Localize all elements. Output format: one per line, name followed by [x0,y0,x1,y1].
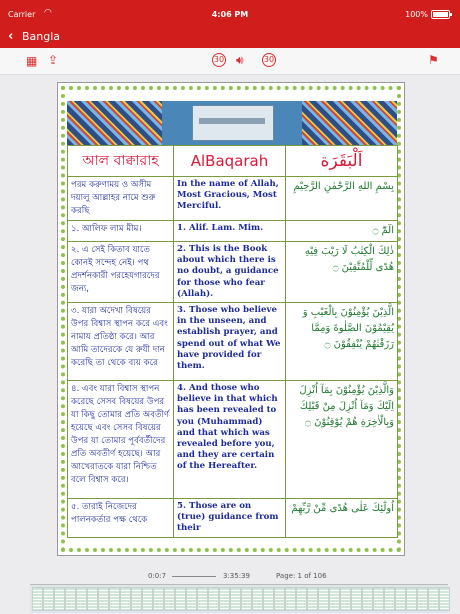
speaker-icon[interactable]: 🔊︎ [236,53,244,67]
verse-row [68,177,398,221]
verse-english: 3. Those who believe in the unseen, and establish prayer, and spend out of what We have provided for them. [174,303,286,381]
page-thumbnail[interactable] [175,587,186,611]
page-thumbnail[interactable] [329,587,340,611]
page-thumbnail[interactable] [318,587,329,611]
page-thumbnail[interactable] [263,587,274,611]
page-thumbnail[interactable] [87,587,98,611]
page-thumbnail[interactable] [428,587,439,611]
page-thumbnail[interactable] [241,587,252,611]
page-thumbnail[interactable] [153,587,164,611]
surah-title-english: AlBaqarah [174,146,286,177]
verse-bangla: ৫. তারাই নিজেদের পালনকর্তার পক্ষ থেকে [68,499,174,538]
header-ornament [67,101,397,145]
page-thumbnail[interactable] [197,587,208,611]
verse-arabic: اُولٰٓئِكَ عَلٰى هُدًى مِّنْ رَّبِّهِمْ [286,499,398,538]
page-thumbnail[interactable] [274,587,285,611]
toolbar [0,48,460,75]
progress-slider[interactable] [172,576,216,577]
verse-arabic: الٓمّٓ ۝ [286,221,398,242]
quran-page [57,82,405,556]
status-bar [0,0,460,26]
page-thumbnail[interactable] [285,587,296,611]
rewind-30-button[interactable]: 30 [212,53,226,67]
page-thumbnail[interactable] [109,587,120,611]
nav-bar [0,26,460,48]
verse-english: In the name of Allah, Most Gracious, Most Merciful. [174,177,286,221]
page-thumbnail[interactable] [54,587,65,611]
surah-title-bangla: আল বাক্বারাহ [68,146,174,177]
verse-arabic: وَالَّذِيْنَ يُؤْمِنُوْنَ بِمَآ اُنْزِلَ اِلَيْكَ وَمَآ اُنْزِلَ مِنْ قَبْلِكَ وَبِالْاٰخِرَةِ هُمْ يُوْقِنُوْنَ ۝ [286,381,398,499]
verse-bangla: ২. এ সেই কিতাব যাতে কোনই সন্দেহ নেই। পথ প্রদর্শনকারী পরহেযগারদের জন্য, [68,242,174,303]
page-thumbnail[interactable] [32,587,43,611]
verse-bangla: ১. আলিফ লাম মীম। [68,221,174,242]
page-thumbnail[interactable] [230,587,241,611]
page-thumbnail[interactable] [131,587,142,611]
verse-english: 4. And those who believe in that which has been revealed to you (Muhammad) and that which was revealed before you, and they are certain of the Hereafter. [174,381,286,499]
page-thumbnail[interactable] [65,587,76,611]
page-thumbnail[interactable] [120,587,131,611]
verse-row [68,303,398,381]
clock: 4:06 PM [211,10,249,19]
page-thumbnail[interactable] [219,587,230,611]
verse-row [68,242,398,303]
verse-table [67,145,398,538]
page-thumbnail[interactable] [439,587,450,611]
back-button[interactable]: Bangla [22,30,61,43]
verse-arabic: بِسْمِ اللهِ الرَّحْمٰنِ الرَّحِيْمِ [286,177,398,221]
page-thumbnail-strip[interactable] [30,584,448,613]
verse-arabic: ذٰلِكَ الْكِتٰبُ لَا رَيْبَ فِيْهِ هُدًى لِّلْمُتَّقِيْنَ ۝ [286,242,398,303]
page-thumbnail[interactable] [296,587,307,611]
page-thumbnail[interactable] [142,587,153,611]
page-thumbnail[interactable] [373,587,384,611]
battery-percent: 100% [405,10,428,19]
share-icon[interactable]: ⇪ [48,53,59,67]
wifi-icon: ◠ [44,8,52,18]
verse-bangla: পরম করুণাময় ও অসীম দয়ালু আল্লাহর নামে শুরু করছি [68,177,174,221]
page-thumbnail[interactable] [406,587,417,611]
verse-row [68,499,398,538]
battery-icon [431,10,450,19]
page-thumbnail[interactable] [384,587,395,611]
bookmark-icon[interactable]: ⚑ [428,53,439,67]
verse-row [68,381,398,499]
verse-bangla: ৩. যারা অদেখা বিষয়ের উপর বিশ্বাস স্থাপন করে এবং নামায প্রতিষ্ঠা করে। আর আমি তাদেরকে যে রুযী দান করেছি তা থেকে ব্যয় করে [68,303,174,381]
audio-progress [0,568,460,584]
surah-title-arabic: اَلْبَقَرَة [286,146,398,177]
page-thumbnail[interactable] [351,587,362,611]
open-book-image [192,105,274,141]
elapsed-time: 0:0:7 [148,572,167,580]
page-thumbnail[interactable] [307,587,318,611]
verse-arabic: الَّذِيْنَ يُؤْمِنُوْنَ بِالْغَيْبِ وَ يُقِيْمُوْنَ الصَّلٰوةَ وَمِمَّا رَزَقْنٰهُمْ يُنْفِقُوْنَ ۝ [286,303,398,381]
page-thumbnail[interactable] [340,587,351,611]
page-thumbnail[interactable] [252,587,263,611]
page-thumbnail[interactable] [164,587,175,611]
total-duration: 3:35:39 [223,572,250,580]
verse-bangla: ৪. এবং যারা বিশ্বাস স্থাপন করেছে সেসব বিষয়ের উপর যা কিছু তোমার প্রতি অবতীর্ণ হয়েছে এবং সেসব বিষয়ের উপর যা তোমার পূর্ববর্তীদের প্রতি অবতীর্ণ হয়েছে। আর আখেরাতকে যারা নিশ্চিত বলে বিশ্বাস করে। [68,381,174,499]
page-thumbnail[interactable] [362,587,373,611]
back-chevron-icon[interactable]: ‹ [8,29,14,44]
title-row [68,146,398,177]
page-thumbnail[interactable] [417,587,428,611]
carrier-label: Carrier [8,10,36,19]
grid-icon[interactable]: ▦ [26,54,38,68]
page-thumbnail[interactable] [98,587,109,611]
verse-english: 1. Alif. Lam. Mim. [174,221,286,242]
page-thumbnail[interactable] [208,587,219,611]
page-indicator: Page: 1 of 106 [276,572,327,580]
forward-30-button[interactable]: 30 [262,53,276,67]
page-thumbnail[interactable] [76,587,87,611]
page-thumbnail[interactable] [395,587,406,611]
page-thumbnail[interactable] [186,587,197,611]
page-thumbnail[interactable] [43,587,54,611]
verse-row [68,221,398,242]
verse-english: 2. This is the Book about which there is no doubt, a guidance for those who fear (Allah). [174,242,286,303]
verse-english: 5. Those are on (true) guidance from their [174,499,286,538]
